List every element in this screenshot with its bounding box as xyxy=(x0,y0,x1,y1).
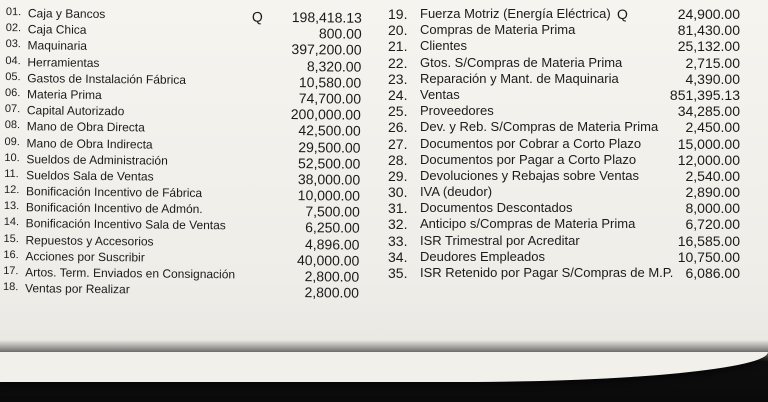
account-number: 04. xyxy=(5,54,21,67)
account-label: Reparación y Mant. de Maquinaria xyxy=(420,70,619,86)
account-number: 07. xyxy=(4,103,21,116)
account-number: 20. xyxy=(388,22,408,39)
account-row xyxy=(388,103,740,119)
account-number: 31. xyxy=(388,200,408,217)
account-row xyxy=(388,6,740,22)
account-label: Documentos Descontados xyxy=(420,200,573,216)
account-amount: 10,750.00 xyxy=(677,248,740,265)
account-row xyxy=(388,168,740,184)
account-number: 32. xyxy=(388,216,408,233)
account-amount: 800.00 xyxy=(318,25,362,42)
account-number: 27. xyxy=(388,135,408,152)
account-number: 24. xyxy=(388,86,408,103)
account-amount: 25,132.00 xyxy=(677,38,740,55)
account-label: Gastos de Instalación Fábrica xyxy=(27,70,187,87)
account-label: Ventas xyxy=(420,86,460,102)
account-number: 12. xyxy=(4,184,20,197)
account-label: Herramientas xyxy=(27,54,100,70)
account-number: 19. xyxy=(388,6,408,22)
account-amount: 2,800.00 xyxy=(304,284,360,301)
account-row xyxy=(388,233,740,249)
account-amount: 4,896.00 xyxy=(304,235,360,253)
account-amount: 24,900.00 xyxy=(677,6,740,22)
account-label: ISR Trimestral por Acreditar xyxy=(420,232,580,248)
account-number: 29. xyxy=(388,167,408,184)
account-amount: 10,580.00 xyxy=(298,73,362,91)
account-amount: 38,000.00 xyxy=(297,170,361,188)
account-label: IVA (deudor) xyxy=(420,184,493,200)
account-label: Mano de Obra Directa xyxy=(26,119,145,135)
account-number: 35. xyxy=(388,265,408,281)
account-amount: 2,800.00 xyxy=(304,268,360,285)
account-label: Bonificación Incentivo Sala de Ventas xyxy=(25,216,226,233)
account-label: Caja Chica xyxy=(27,22,87,38)
account-amount: 12,000.00 xyxy=(677,151,740,168)
account-label: Proveedores xyxy=(420,103,494,119)
account-number: 05. xyxy=(5,70,21,83)
accounts-right-column xyxy=(388,6,740,281)
account-label: Clientes xyxy=(420,38,467,54)
account-amount: 2,450.00 xyxy=(685,119,740,136)
account-number: 21. xyxy=(388,38,408,55)
account-label: Bonificación Incentivo de Admón. xyxy=(25,200,203,217)
currency-symbol: Q xyxy=(251,8,263,25)
account-label: Compras de Materia Prima xyxy=(420,22,576,38)
account-label: Documentos por Pagar a Corto Plazo xyxy=(420,151,637,167)
account-amount: 851,395.13 xyxy=(669,86,740,103)
account-row xyxy=(388,87,740,103)
account-amount: 2,715.00 xyxy=(685,54,740,71)
account-row xyxy=(388,38,740,54)
account-amount: 6,250.00 xyxy=(305,219,360,237)
account-number: 34. xyxy=(388,248,408,265)
account-label: Artos. Term. Enviados en Consignación xyxy=(25,265,236,282)
account-amount: 8,000.00 xyxy=(685,200,740,217)
account-amount: 200,000.00 xyxy=(290,106,361,123)
account-label: Gtos. S/Compras de Materia Prima xyxy=(420,54,623,70)
account-label: Fuerza Motriz (Energía Eléctrica) xyxy=(420,6,611,21)
account-amount: 34,285.00 xyxy=(677,103,740,120)
account-number: 16. xyxy=(3,248,19,261)
account-amount: 40,000.00 xyxy=(296,251,360,269)
account-number: 02. xyxy=(5,22,22,35)
account-label: Mano de Obra Indirecta xyxy=(26,135,153,152)
account-amount: 8,320.00 xyxy=(306,57,362,75)
account-row xyxy=(388,71,740,87)
account-row xyxy=(388,55,740,71)
account-row xyxy=(388,184,740,200)
account-row xyxy=(388,249,740,265)
account-label: Anticipo s/Compras de Materia Prima xyxy=(420,216,636,232)
account-number: 09. xyxy=(4,135,20,148)
account-amount: 397,200.00 xyxy=(291,41,362,59)
account-row xyxy=(388,216,740,232)
account-amount: 15,000.00 xyxy=(677,135,740,152)
account-amount: 6,086.00 xyxy=(685,265,740,281)
account-number: 10. xyxy=(4,151,20,164)
account-label: Maquinaria xyxy=(27,38,88,54)
account-number: 06. xyxy=(5,86,21,100)
account-number: 03. xyxy=(5,38,21,51)
account-number: 28. xyxy=(388,151,408,168)
account-amount: 74,700.00 xyxy=(298,90,362,107)
account-number: 30. xyxy=(388,184,408,201)
account-label: Sueldos de Administración xyxy=(26,151,168,168)
account-number: 17. xyxy=(3,264,19,278)
account-label: ISR Retenido por Pagar S/Compras de M.P. xyxy=(420,265,674,280)
account-number: 23. xyxy=(388,70,408,87)
account-label: Ventas por Realizar xyxy=(24,281,130,297)
account-amount: 81,430.00 xyxy=(677,22,740,39)
account-number: 13. xyxy=(3,200,20,213)
account-number: 25. xyxy=(388,103,408,120)
account-label: Documentos por Cobrar a Corto Plazo xyxy=(420,135,642,151)
account-number: 08. xyxy=(4,119,21,132)
account-label: Repuestos y Accesorios xyxy=(25,232,154,249)
account-label: Acciones por Suscribir xyxy=(25,249,145,265)
account-amount: 4,390.00 xyxy=(685,70,740,87)
account-amount: 2,890.00 xyxy=(685,184,740,201)
accounts-left-column xyxy=(3,6,362,301)
account-number: 33. xyxy=(388,232,408,249)
account-amount: 52,500.00 xyxy=(297,154,361,172)
account-label: Sueldos Sala de Ventas xyxy=(26,168,154,184)
account-amount: 10,000.00 xyxy=(297,187,361,204)
account-amount: 42,500.00 xyxy=(298,122,361,140)
account-row xyxy=(388,200,740,216)
account-number: 01. xyxy=(5,6,22,19)
account-row xyxy=(388,22,740,38)
account-row xyxy=(388,119,740,135)
account-number: 14. xyxy=(3,216,20,229)
account-label: Materia Prima xyxy=(27,87,102,102)
currency-symbol: Q xyxy=(617,6,628,22)
account-amount: 7,500.00 xyxy=(305,203,360,220)
account-label: Deudores Empleados xyxy=(420,248,546,264)
account-row xyxy=(388,265,740,281)
account-label: Caja y Bancos xyxy=(27,6,106,22)
account-number: 18. xyxy=(2,281,19,294)
account-label: Devoluciones y Rebajas sobre Ventas xyxy=(420,167,639,183)
account-amount: 16,585.00 xyxy=(677,232,740,249)
account-number: 11. xyxy=(4,167,19,181)
account-amount: 2,540.00 xyxy=(685,167,740,184)
account-amount: 29,500.00 xyxy=(298,138,361,156)
account-row xyxy=(388,152,740,168)
account-label: Capital Autorizado xyxy=(26,103,125,119)
account-number: 15. xyxy=(3,232,19,245)
account-row xyxy=(3,281,359,301)
account-amount: 6,720.00 xyxy=(685,216,740,233)
account-label: Bonificación Incentivo de Fábrica xyxy=(25,184,203,201)
account-amount: 198,418.13 xyxy=(291,8,362,26)
account-label: Dev. y Reb. S/Compras de Materia Prima xyxy=(420,119,659,135)
account-number: 22. xyxy=(388,54,408,71)
account-row xyxy=(388,136,740,152)
account-number: 26. xyxy=(388,119,408,136)
